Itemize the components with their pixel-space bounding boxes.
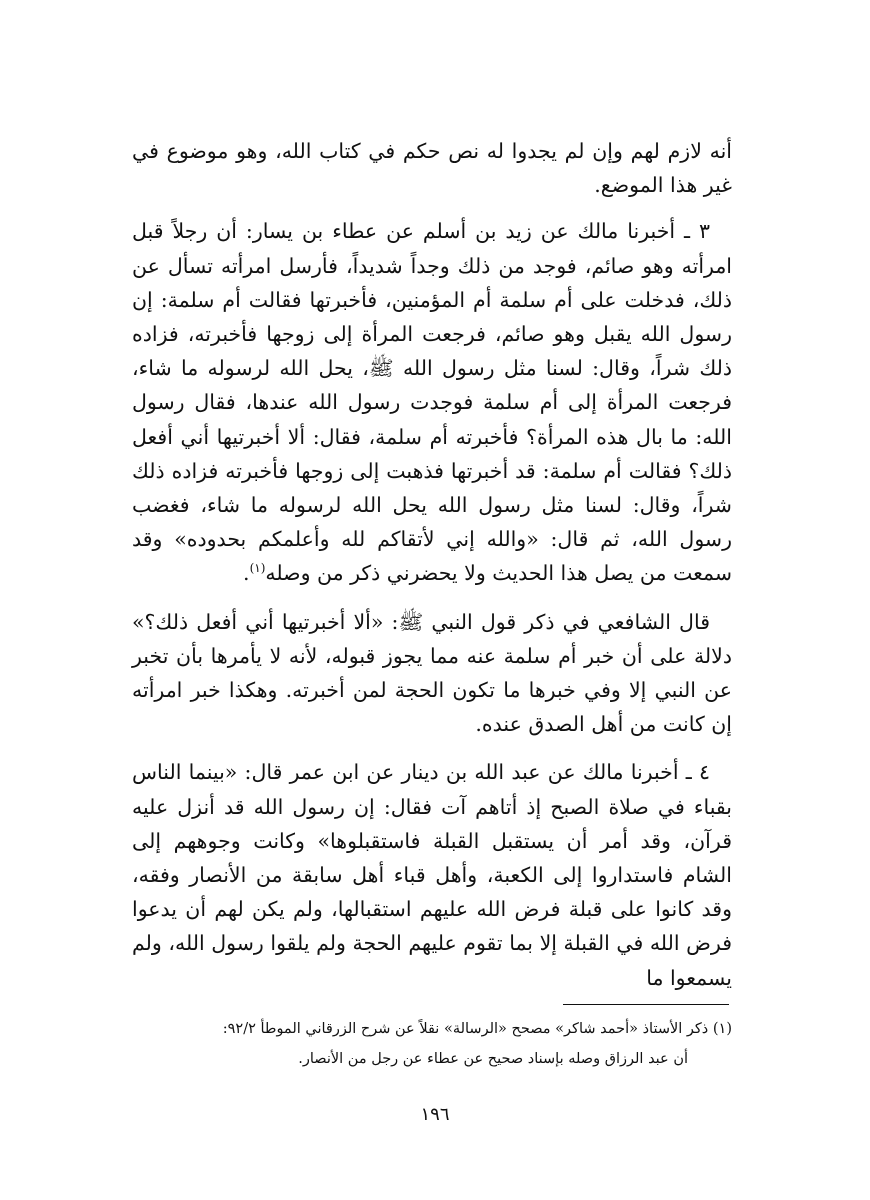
footnote — [132, 1014, 732, 1074]
footnote-line-2: أن عبد الرزاق وصله بإسناد صحيح عن عطاء عن رجل من الأنصار. — [298, 1051, 688, 1067]
footnote-reference[interactable]: (١) — [249, 561, 266, 576]
paragraph-hadith-3 — [132, 214, 732, 590]
paragraph-continuation: أنه لازم لهم وإن لم يجدوا له نص حكم في كتاب الله، وهو موضوع في غير هذا الموضع. — [132, 139, 732, 198]
page-number: ١٩٦ — [420, 1104, 450, 1125]
paragraph-end-mark: . — [243, 561, 250, 586]
paragraph-shafii-comment: قال الشافعي في ذكر قول النبي ﷺ: «ألا أخبرتيها أني أفعل ذلك؟» دلالة على أن خبر أم سلمة عنه مما يجوز قبوله، لأنه لا يأمرها بأن تخبر عن النبي إلا وفي خبرها ما تكون الحجة لمن أخبرته. وهكذا خبر امرأته إن كانت من أهل الصدق عنده. — [132, 609, 732, 737]
footnote-separator — [563, 1004, 729, 1005]
main-text — [132, 134, 732, 1009]
footnote-line-1: (١) ذكر الأستاذ «أحمد شاكر» مصحح «الرسالة» نقلاً عن شرح الزرقاني الموطأ ٩٢/٢: — [222, 1021, 732, 1037]
paragraph-hadith-3-text: ٣ ـ أخبرنا مالك عن زيد بن أسلم عن عطاء بن يسار: أن رجلاً قبل امرأته وهو صائم، فوجد من ذلك وجداً شديداً، فأرسل امرأته تسأل عن ذلك، فدخلت على أم سلمة أم المؤمنين، فأخبرتها فقالت أم سلمة: إن رسول الله يقبل وهو صائم، فرجعت المرأة إلى زوجها فأخبرته، فزاده ذلك شراً، وقال: لسنا مثل رسول الله ﷺ، يحل الله لرسوله ما شاء، فرجعت المرأة إلى أم سلمة فوجدت رسول الله عندها، فقال رسول الله: ما بال هذه المرأة؟ فأخبرته أم سلمة، فقال: ألا أخبرتيها أني أفعل ذلك؟ فقالت أم سلمة: قد أخبرتها فذهبت إلى زوجها فأخبرته فزاده ذلك شراً، وقال: لسنا مثل رسول الله يحل الله لرسوله ما شاء، فغضب رسول الله، ثم قال: «والله إني لأتقاكم لله وأعلمكم بحدوده» وقد سمعت من يصل هذا الحديث ولا يحضرني ذكر من وصله — [132, 219, 732, 586]
paragraph-hadith-4: ٤ ـ أخبرنا مالك عن عبد الله بن دينار عن ابن عمر قال: «بينما الناس بقباء في صلاة الصبح إذ أتاهم آت فقال: إن رسول الله قد أنزل عليه قرآن، وقد أمر أن يستقبل القبلة فاستقبلوها» وكانت وجوههم إلى الشام فاستداروا إلى الكعبة، وأهل قباء أهل سابقة من الأنصار وفقه، وقد كانوا على قبلة فرض الله عليهم استقبالها، ولم يكن لهم أن يدعوا فرض الله في القبلة إلا بما تقوم عليهم الحجة ولم يلقوا رسول الله، ولم يسمعوا ما — [132, 760, 732, 990]
